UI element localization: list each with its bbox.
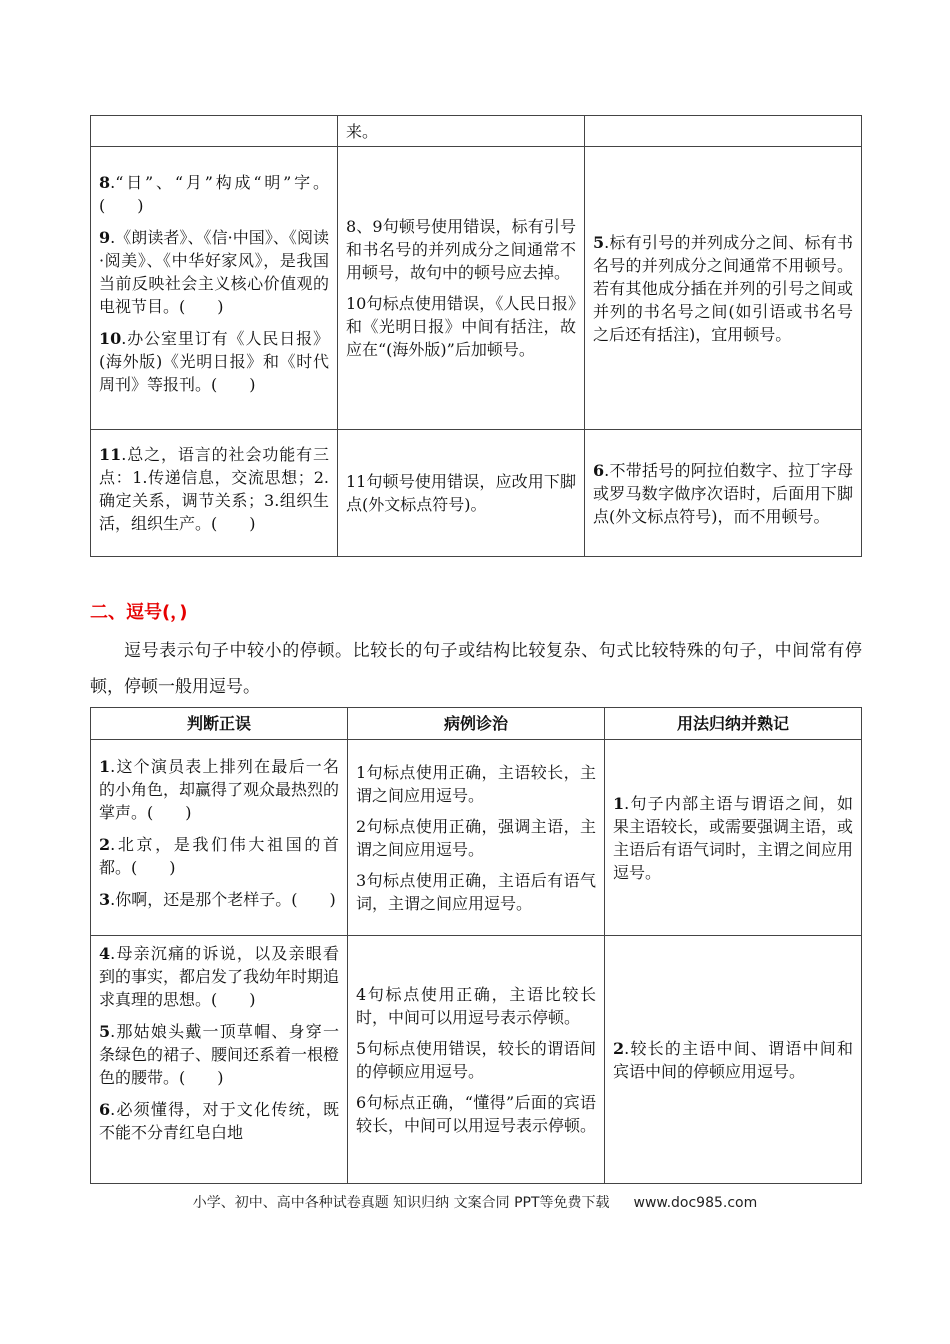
summary-cell — [585, 116, 862, 147]
column-header-diagnosis: 病例诊治 — [348, 708, 605, 740]
summary-text: 6.不带括号的阿拉伯数字、拉丁字母或罗马数字做序次语时，后面用下脚点(外文标点符号)，而不用顿号。 — [593, 460, 853, 526]
diagnosis-text: 11句顿号使用错误，应改用下脚点(外文标点符号)。 — [346, 472, 576, 514]
table-row — [91, 740, 862, 936]
summary-cell — [605, 936, 862, 1184]
judge-cell — [91, 936, 348, 1184]
judge-item: 4.母亲沉痛的诉说，以及亲眼看到的事实，都启发了我幼年时期追求真理的思想。( ) — [99, 944, 340, 1009]
table-header-row — [91, 708, 862, 740]
summary-cell — [605, 740, 862, 936]
summary-cell — [585, 147, 862, 430]
footer-text: 小学、初中、高中各种试卷真题 知识归纳 文案合同 PPT等免费下载 — [192, 1195, 610, 1211]
judge-item: 8.“日”、“月”构成“明”字。( ) — [99, 173, 329, 215]
section-title: 二、逗号(，) — [90, 602, 188, 623]
footer-site-link[interactable]: www.doc985.com — [633, 1195, 758, 1211]
summary-text: 1.句子内部主语与谓语之间，如果主语较长，或需要强调主语，或主语后有语气词时，主谓之间应用逗号。 — [613, 793, 854, 882]
table-row — [91, 430, 862, 557]
column-header-summary: 用法归纳并熟记 — [605, 708, 862, 740]
judge-item: 3.你啊，还是那个老样子。( ) — [99, 890, 336, 909]
judge-item: 11.总之，语言的社会功能有三点：1.传递信息，交流思想；2.确定关系，调节关系；3.组织生活，组织生产。( ) — [99, 444, 329, 533]
diagnosis-text: 5句标点使用错误，较长的谓语间的停顿应用逗号。 — [356, 1038, 596, 1081]
judge-cell — [91, 430, 338, 557]
summary-text: 2.较长的主语中间、谓语中间和宾语中间的停顿应用逗号。 — [613, 1038, 853, 1081]
diagnosis-text: 4句标点使用正确，主语比较长时，中间可以用逗号表示停顿。 — [356, 984, 596, 1027]
diagnosis-text: 6句标点正确，“懂得”后面的宾语较长，中间可以用逗号表示停顿。 — [356, 1092, 597, 1135]
judge-item: 6.必须懂得，对于文化传统，既不能不分青红皂白地 — [99, 1100, 339, 1142]
summary-cell — [585, 430, 862, 557]
diagnosis-cell — [338, 430, 585, 557]
table-row — [91, 116, 862, 147]
diagnosis-cell — [338, 147, 585, 430]
judge-cell — [91, 147, 338, 430]
judge-item: 10.办公室里订有《人民日报》(海外版)《光明日报》和《时代周刊》等报刊。( ) — [99, 329, 329, 394]
diagnosis-cell — [348, 936, 605, 1184]
usage-table-douhao — [90, 707, 862, 1184]
diagnosis-text: 2句标点使用正确，强调主语，主谓之间应用逗号。 — [356, 816, 596, 859]
diagnosis-text: 8、9句顿号使用错误，标有引号和书名号的并列成分之间通常不用顿号，故句中的顿号应去掉。 — [346, 217, 576, 282]
judge-item: 9.《朗读者》、《信·中国》、《阅读·阅美》、《中华好家风》，是我国当前反映社会主义核心价值观的电视节目。( ) — [99, 228, 329, 316]
judge-item: 1.这个演员表上排列在最后一名的小角色，却赢得了观众最热烈的掌声。( ) — [99, 757, 340, 822]
judge-cell — [91, 116, 338, 147]
column-header-judge: 判断正误 — [91, 708, 348, 740]
diagnosis-text: 3句标点使用正确，主语后有语气词，主谓之间应用逗号。 — [356, 870, 596, 913]
diagnosis-text: 1句标点使用正确，主语较长，主谓之间应用逗号。 — [356, 762, 596, 805]
section-intro: 逗号表示句子中较小的停顿。比较长的句子或结构比较复杂、句式比较特殊的句子，中间常有停顿，停顿一般用逗号。 — [90, 641, 862, 697]
page-footer — [0, 1192, 950, 1212]
summary-text: 5.标有引号的并列成分之间、标有书名号的并列成分之间通常不用顿号。若有其他成分插在并列的引号之间或并列的书名号之间(如引语或书名号之后还有括注)，宜用顿号。 — [593, 232, 853, 344]
usage-table-dunhao — [90, 115, 862, 557]
judge-item: 5.那姑娘头戴一顶草帽、身穿一条绿色的裙子、腰间还系着一根橙色的腰带。( ) — [99, 1022, 340, 1087]
diagnosis-cell — [338, 116, 585, 147]
table-row — [91, 147, 862, 430]
diagnosis-text: 来。 — [346, 121, 379, 141]
table-row — [91, 936, 862, 1184]
diagnosis-text: 10句标点使用错误，《人民日报》和《光明日报》中间有括注，故应在“(海外版)”后加顿号。 — [346, 294, 576, 359]
judge-cell — [91, 740, 348, 936]
judge-item: 2.北京，是我们伟大祖国的首都。( ) — [99, 835, 339, 877]
diagnosis-cell — [348, 740, 605, 936]
